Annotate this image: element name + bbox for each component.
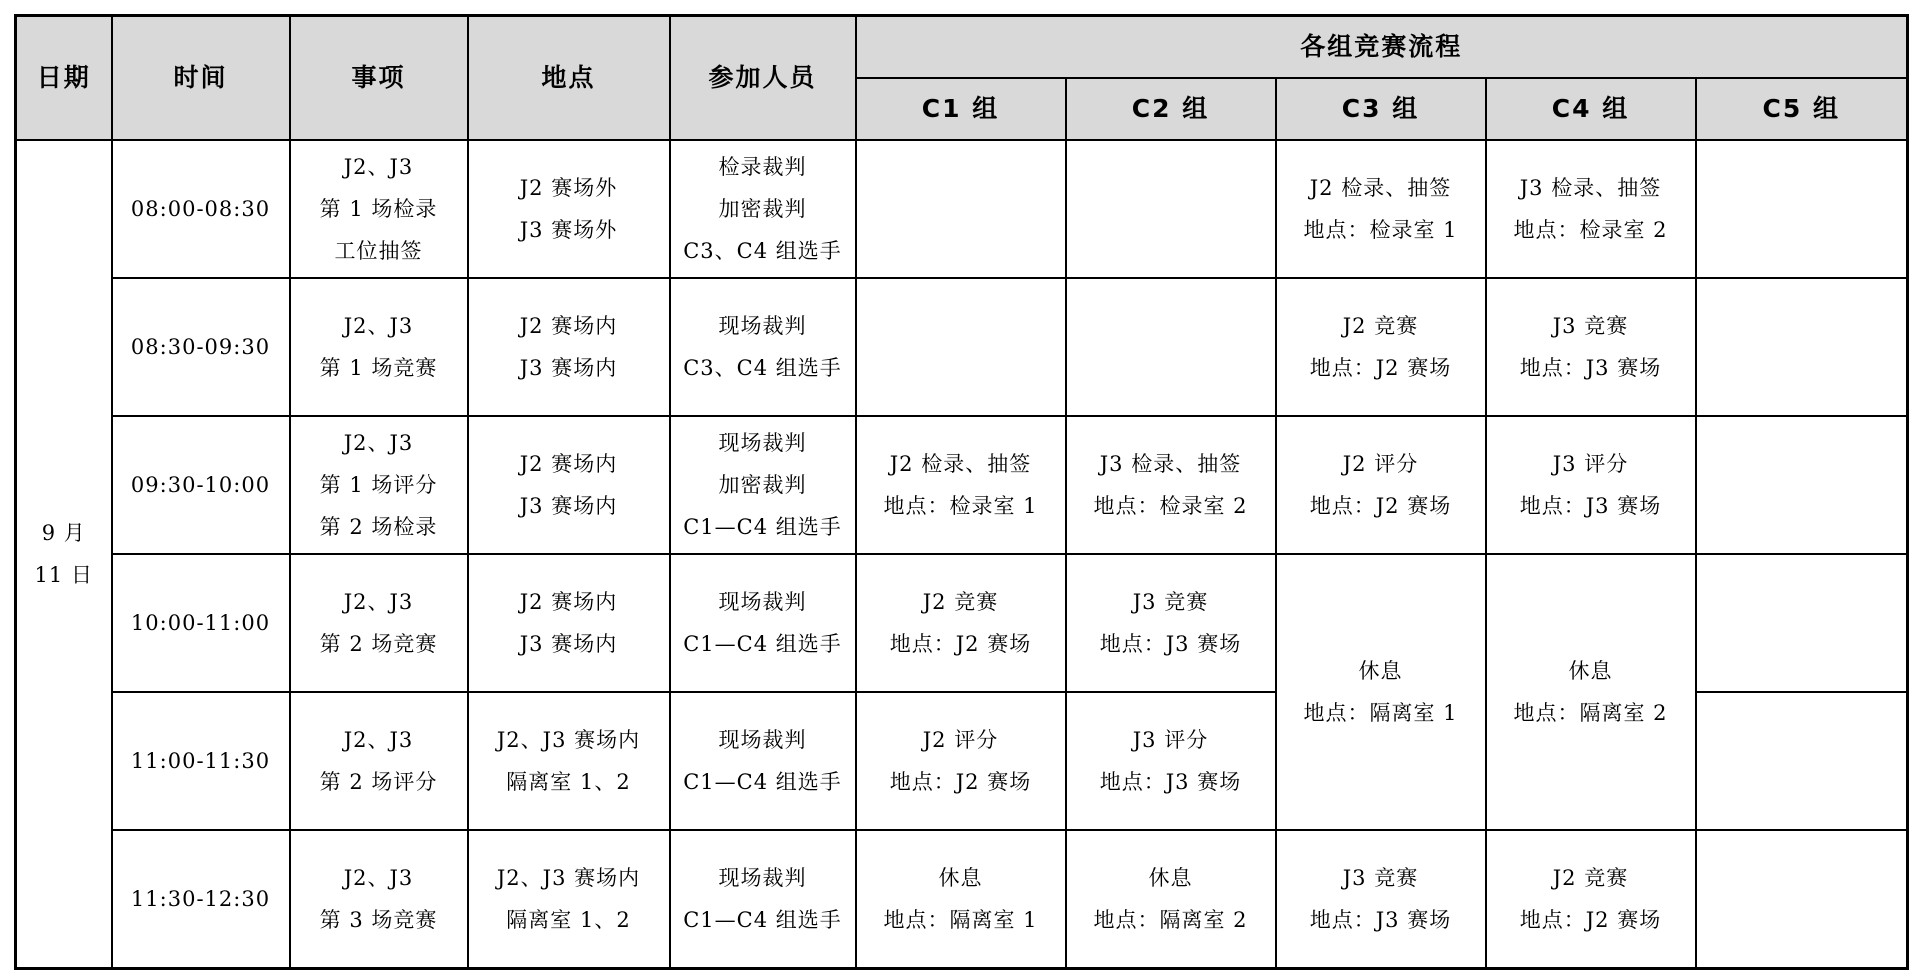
c3-cell [1276,416,1486,554]
cell-line: 检录裁判 [718,155,807,179]
cell-line: 地点：J2 赛场 [1309,356,1452,380]
cell-line: 第 1 场评分 [319,473,438,497]
cell-line: 地点：J2 赛场 [1519,908,1662,932]
cell-line: 地点：检录室 1 [883,494,1038,518]
cell-line: 第 2 场竞赛 [319,632,438,656]
cell-line: J2 竞赛 [1342,314,1419,338]
header-time: 时间 [112,16,290,141]
cell-line: C3、C4 组选手 [683,239,842,263]
cell-line: 休息 [1568,659,1613,683]
schedule-page [14,14,1906,967]
cell-line: 地点：检录室 2 [1513,218,1668,242]
c2-cell [1066,278,1276,416]
cell-line: J3 赛场内 [519,494,618,518]
item-cell [290,140,468,278]
time-cell: 11:30-12:30 [112,830,290,969]
cell-line: 现场裁判 [718,728,807,752]
cell-line: 地点：J3 赛场 [1519,356,1662,380]
cell-line: 加密裁判 [718,197,807,221]
cell-line: J2、J3 [343,155,414,179]
cell-line: 现场裁判 [718,314,807,338]
cell-line: 第 2 场检录 [319,515,438,539]
c2-cell [1066,692,1276,830]
cell-line: 第 1 场竞赛 [319,356,438,380]
participants-cell [670,278,856,416]
time-cell: 10:00-11:00 [112,554,290,692]
cell-line: 地点：J2 赛场 [1309,494,1452,518]
cell-line: J2、J3 赛场内 [496,866,641,890]
cell-line: J3 竞赛 [1132,590,1209,614]
cell-line: 地点：检录室 1 [1303,218,1458,242]
cell-line: J2 评分 [1342,452,1419,476]
cell-line: 工位抽签 [334,239,423,263]
cell-line: 休息 [1148,866,1193,890]
cell-line: 加密裁判 [718,473,807,497]
location-cell [468,278,670,416]
c3-cell [1276,278,1486,416]
header-group-c4: C4 组 [1486,78,1696,140]
cell-line: 地点：J2 赛场 [889,770,1032,794]
item-cell [290,830,468,969]
cell-line: J3 检录、抽签 [1099,452,1242,476]
cell-line: J2 赛场内 [519,452,618,476]
c1-cell [856,830,1066,969]
c1-cell [856,278,1066,416]
participants-cell [670,140,856,278]
cell-line: J2 评分 [922,728,999,752]
participants-cell [670,830,856,969]
cell-line: C1—C4 组选手 [683,770,842,794]
cell-line: 地点：隔离室 1 [1303,701,1458,725]
cell-line: J3 检录、抽签 [1519,176,1662,200]
cell-line: J2、J3 [343,431,414,455]
c3-cell-merged [1276,554,1486,830]
competition-schedule-table [14,14,1909,970]
cell-line: J2、J3 赛场内 [496,728,641,752]
header-item: 事项 [290,16,468,141]
participants-cell [670,692,856,830]
c4-cell [1486,830,1696,969]
location-cell [468,416,670,554]
cell-line: C1—C4 组选手 [683,515,842,539]
cell-line: 休息 [938,866,983,890]
c5-cell [1696,830,1908,969]
header-group-c5: C5 组 [1696,78,1908,140]
cell-line: J2 赛场内 [519,590,618,614]
c4-cell [1486,278,1696,416]
cell-line: J2、J3 [343,590,414,614]
c2-cell [1066,416,1276,554]
cell-line: 地点：J2 赛场 [889,632,1032,656]
c5-cell [1696,278,1908,416]
cell-line: J3 评分 [1552,452,1629,476]
cell-line: J2 竞赛 [1552,866,1629,890]
cell-line: J3 评分 [1132,728,1209,752]
cell-line: C1—C4 组选手 [683,632,842,656]
c5-cell [1696,692,1908,830]
item-cell [290,278,468,416]
cell-line: J3 竞赛 [1342,866,1419,890]
table-row [16,830,1908,969]
c5-cell [1696,140,1908,278]
cell-line: 地点：J3 赛场 [1099,632,1242,656]
item-cell [290,416,468,554]
header-participants: 参加人员 [670,16,856,141]
item-cell [290,554,468,692]
table-row [16,140,1908,278]
cell-line: J2 赛场内 [519,314,618,338]
cell-line: J2 赛场外 [519,176,618,200]
c4-cell [1486,140,1696,278]
cell-line: J3 竞赛 [1552,314,1629,338]
time-cell: 08:30-09:30 [112,278,290,416]
cell-line: C1—C4 组选手 [683,908,842,932]
location-cell [468,692,670,830]
header-date: 日期 [16,16,112,141]
c1-cell [856,554,1066,692]
cell-line: 地点：隔离室 1 [883,908,1038,932]
header-location: 地点 [468,16,670,141]
cell-line: J2、J3 [343,728,414,752]
c5-cell [1696,416,1908,554]
cell-line: 地点：J3 赛场 [1099,770,1242,794]
cell-line: 第 1 场检录 [319,197,438,221]
cell-line: 现场裁判 [718,431,807,455]
time-cell: 09:30-10:00 [112,416,290,554]
header-group-flow: 各组竞赛流程 [856,16,1908,79]
header-group-c3: C3 组 [1276,78,1486,140]
cell-line: J2、J3 [343,866,414,890]
participants-cell [670,416,856,554]
header-group-c1: C1 组 [856,78,1066,140]
table-row [16,554,1908,692]
cell-line: J3 赛场外 [519,218,618,242]
cell-line: 隔离室 1、2 [506,908,631,932]
c1-cell [856,692,1066,830]
time-cell: 08:00-08:30 [112,140,290,278]
cell-line: 地点：隔离室 2 [1093,908,1248,932]
c5-cell [1696,554,1908,692]
cell-line: J3 赛场内 [519,356,618,380]
c3-cell [1276,140,1486,278]
date-day: 11 日 [34,563,93,587]
cell-line: 隔离室 1、2 [506,770,631,794]
date-month: 9 月 [41,521,86,545]
cell-line: 休息 [1358,659,1403,683]
c2-cell [1066,830,1276,969]
cell-line: 现场裁判 [718,590,807,614]
header-group-c2: C2 组 [1066,78,1276,140]
location-cell [468,830,670,969]
c4-cell [1486,416,1696,554]
c2-cell [1066,140,1276,278]
location-cell [468,140,670,278]
cell-line: J2 竞赛 [922,590,999,614]
c1-cell [856,416,1066,554]
cell-line: C3、C4 组选手 [683,356,842,380]
cell-line: J2 检录、抽签 [1309,176,1452,200]
location-cell [468,554,670,692]
c2-cell [1066,554,1276,692]
cell-line: J3 赛场内 [519,632,618,656]
cell-line: 地点：J3 赛场 [1519,494,1662,518]
cell-line: 地点：J3 赛场 [1309,908,1452,932]
time-cell: 11:00-11:30 [112,692,290,830]
cell-line: 地点：检录室 2 [1093,494,1248,518]
table-row [16,278,1908,416]
c4-cell-merged [1486,554,1696,830]
participants-cell [670,554,856,692]
c1-cell [856,140,1066,278]
item-cell [290,692,468,830]
c3-cell [1276,830,1486,969]
cell-line: J2、J3 [343,314,414,338]
cell-line: 第 2 场评分 [319,770,438,794]
cell-line: 第 3 场竞赛 [319,908,438,932]
cell-line: J2 检录、抽签 [889,452,1032,476]
cell-line: 现场裁判 [718,866,807,890]
table-row [16,416,1908,554]
schedule-body [16,140,1908,969]
header-row-1 [16,16,1908,79]
date-cell [16,140,112,969]
cell-line: 地点：隔离室 2 [1513,701,1668,725]
